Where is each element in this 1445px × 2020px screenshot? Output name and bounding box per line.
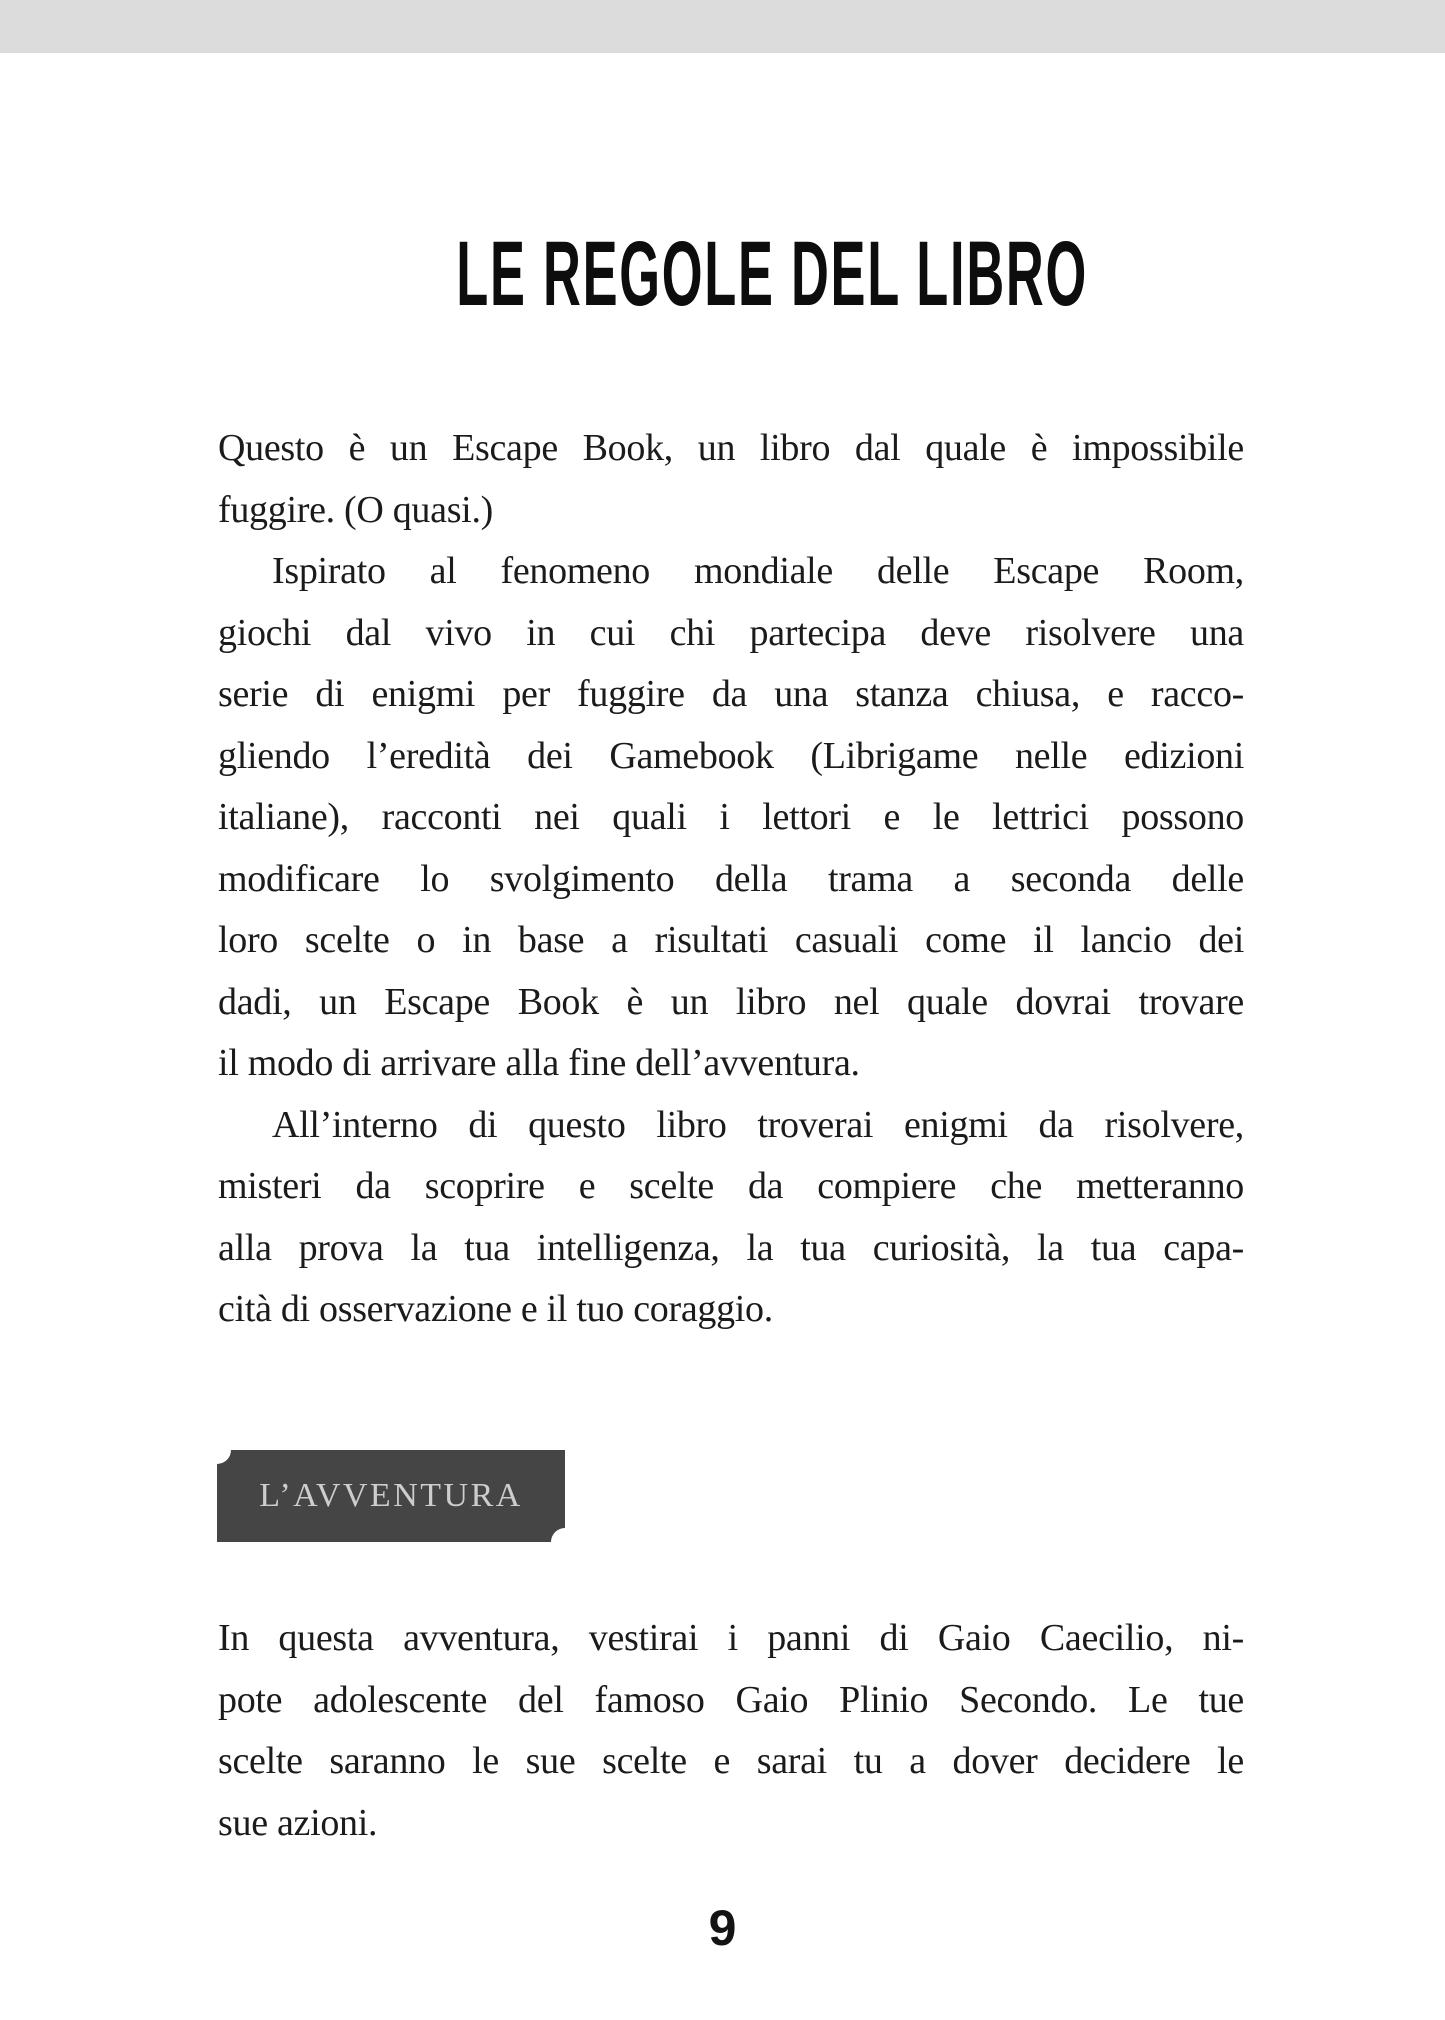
text-line: il modo di arrivare alla fine dell’avventura. (218, 1042, 860, 1084)
section-badge-label: L’AVVENTURA (259, 1477, 523, 1514)
text-line: Questo è un Escape Book, un libro dal quale è impossibile (218, 427, 1244, 469)
paragraph (218, 541, 1244, 1095)
text-line: In questa avventura, vestirai i panni di Gaio Caecilio, ni- (218, 1617, 1244, 1659)
text-line: sue azioni. (218, 1801, 378, 1844)
text-line: All’interno di questo libro troverai enigmi da risolvere, (272, 1103, 1244, 1146)
chapter-title (218, 223, 1244, 325)
paragraph (218, 1095, 1244, 1341)
text-line: serie di enigmi per fuggire da una stanza chiusa, e racco- (218, 673, 1244, 715)
page-header-band (0, 0, 1445, 53)
text-line: cità di osservazione e il tuo coraggio. (218, 1288, 773, 1330)
body-text-lower (218, 1608, 1244, 1854)
text-line: alla prova la tua intelligenza, la tua curiosità, la tua capa- (218, 1226, 1244, 1269)
text-line: scelte saranno le sue scelte e sarai tu a dover decidere le (218, 1740, 1244, 1782)
text-line: loro scelte o in base a risultati casuali come il lancio dei (218, 919, 1244, 961)
paragraph (218, 418, 1244, 541)
text-line: gliendo l’eredità dei Gamebook (Librigame nelle edizioni (218, 734, 1244, 777)
page-number: 9 (708, 1900, 737, 1956)
text-line: modificare lo svolgimento della trama a seconda delle (218, 857, 1244, 900)
chapter-title-text: LE REGOLE DEL LIBRO (456, 223, 1088, 325)
text-line: dadi, un Escape Book è un libro nel quale dovrai trovare (218, 980, 1244, 1023)
section-badge (217, 1450, 565, 1542)
text-line: pote adolescente del famoso Gaio Plinio Secondo. Le tue (218, 1678, 1244, 1721)
text-line: misteri da scoprire e scelte da compiere che metteranno (218, 1165, 1244, 1207)
text-line: Ispirato al fenomeno mondiale delle Escape Room, (272, 550, 1244, 592)
text-line: fuggire. (O quasi.) (218, 488, 493, 531)
text-line: giochi dal vivo in cui chi partecipa deve risolvere una (218, 611, 1244, 654)
text-line: italiane), racconti nei quali i lettori e le lettrici possono (218, 796, 1244, 838)
paragraph (218, 1608, 1244, 1854)
body-text-upper (218, 418, 1244, 1341)
